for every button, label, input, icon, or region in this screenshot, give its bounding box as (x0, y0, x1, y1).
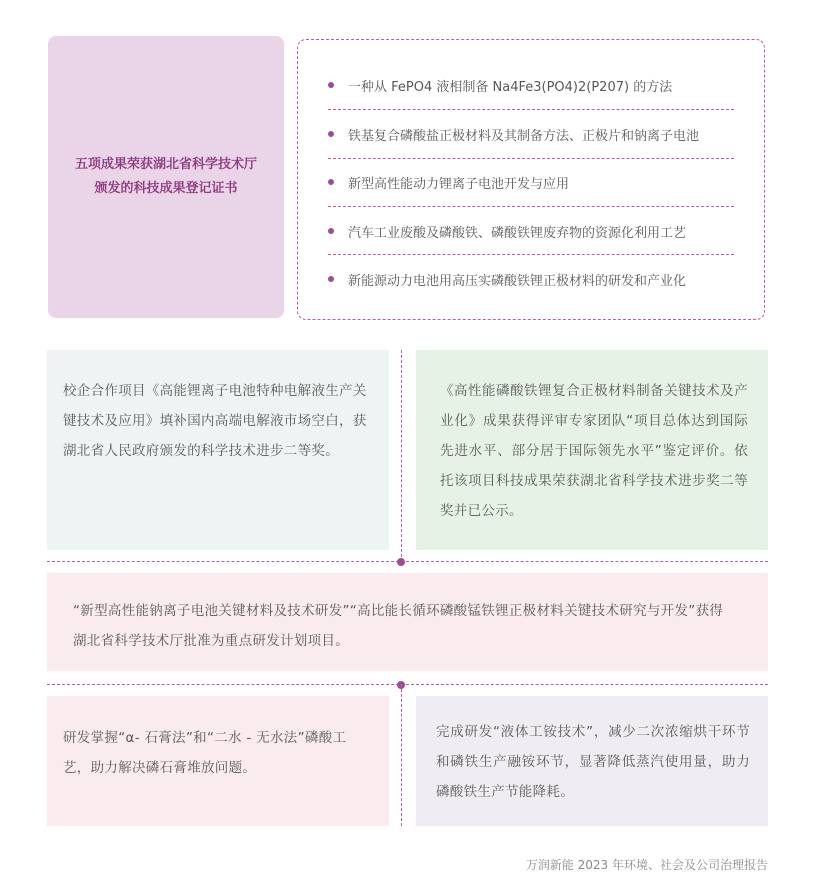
certificate-badge (48, 36, 284, 318)
bullet-icon (328, 276, 334, 282)
bullet-icon (328, 82, 334, 88)
list-item-text: 新能源动力电池用高压实磷酸铁锂正极材料的研发和产业化 (348, 273, 687, 289)
vertical-divider (401, 350, 402, 562)
ammonium-process-cell: 完成研发“液体工铵技术”，减少二次浓缩烘干环节和磷铁生产融铵环节，显著降低蒸汽使用量，助力磷酸铁生产节能降耗。 (416, 696, 768, 826)
achievement-list (297, 39, 765, 320)
bullet-icon (328, 131, 334, 137)
gypsum-process-cell: 研发掌握“α- 石膏法”和“二水 - 无水法”磷酸工艺，助力解决磷石膏堆放问题。 (47, 696, 389, 826)
award-lfp-cell: 《高性能磷酸铁锂复合正极材料制备关键技术及产业化》成果获得评审专家团队“项目总体达到国际先进水平、部分居于国际领先水平”鉴定评价。依托该项目科技成果荣获湖北省科学技术进步奖二等奖并已公示。 (416, 350, 768, 550)
list-item-text: 新型高性能动力锂离子电池开发与应用 (348, 176, 570, 192)
list-item-text: 一种从 FePO4 液相制备 Na4Fe3(PO4)2(P207) 的方法 (348, 79, 673, 95)
list-item (328, 255, 734, 303)
bullet-icon (328, 179, 334, 185)
page-footer: 万润新能 2023 年环境、社会及公司治理报告 (525, 858, 768, 872)
list-item (328, 207, 734, 255)
list-item-text: 铁基复合磷酸盐正极材料及其制备方法、正极片和钠离子电池 (348, 128, 700, 144)
list-item (328, 61, 734, 109)
junction-dot (397, 558, 405, 566)
vertical-divider (401, 684, 402, 826)
horizontal-divider (47, 561, 768, 562)
list-item-text: 汽车工业废酸及磷酸铁、磷酸铁锂废弃物的资源化利用工艺 (348, 225, 687, 241)
badge-title-line2: 颁发的科技成果登记证书 (94, 181, 238, 196)
award-electrolyte-cell: 校企合作项目《高能锂离子电池特种电解液生产关键技术及应用》填补国内高端电解液市场空白，获湖北省人民政府颁发的科学技术进步二等奖。 (47, 350, 389, 550)
list-item (328, 110, 734, 158)
key-rd-projects-cell: “新型高性能钠离子电池关键材料及技术研发”“高比能长循环磷酸锰铁锂正极材料关键技术研究与开发”获得湖北省科学技术厅批准为重点研发计划项目。 (47, 573, 768, 671)
bullet-icon (328, 228, 334, 234)
horizontal-divider (47, 684, 768, 685)
badge-title-line1: 五项成果荣获湖北省科学技术厅 (74, 157, 257, 172)
list-item (328, 158, 734, 206)
